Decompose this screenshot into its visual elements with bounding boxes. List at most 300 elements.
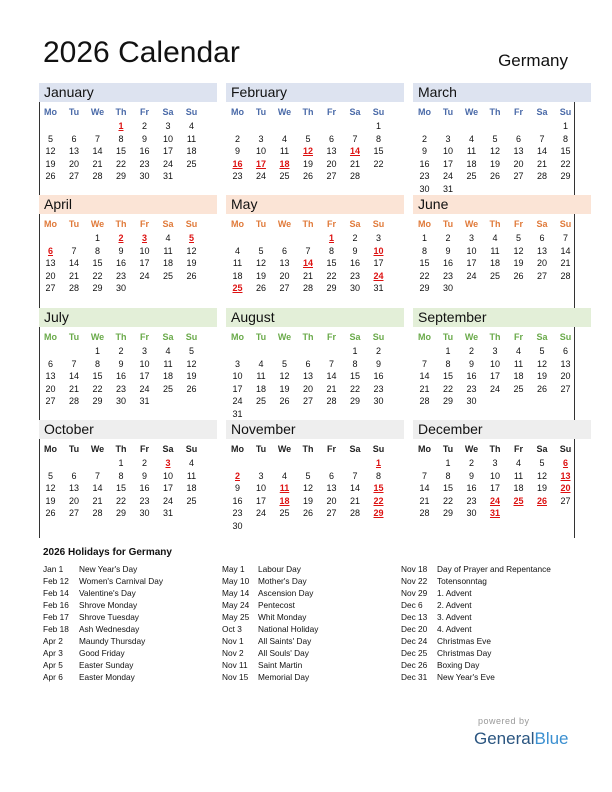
weekday-label: Su xyxy=(559,444,572,454)
weekday-label: Th xyxy=(115,107,127,117)
month-name: August xyxy=(231,309,275,325)
day-cell: 27 xyxy=(536,270,547,281)
brand-logo-part: General xyxy=(474,729,535,748)
month-january xyxy=(39,83,217,195)
day-cell: 10 xyxy=(489,358,500,369)
holiday-name: Totensonntag xyxy=(437,576,487,586)
day-cell: 31 xyxy=(442,183,453,194)
holiday-name: Easter Sunday xyxy=(79,660,134,670)
day-cell: 22 xyxy=(442,383,453,394)
weekday-label: Su xyxy=(185,332,198,342)
day-cell: 16 xyxy=(373,371,384,381)
holiday-name: Easter Monday xyxy=(79,672,135,682)
day-cell: 2 xyxy=(118,346,124,356)
weekday-label: Su xyxy=(372,444,385,454)
brand-logo-part: Blue xyxy=(534,729,569,748)
day-cell: 1 xyxy=(562,121,568,131)
weekday-label: We xyxy=(90,219,105,229)
day-cell: 3 xyxy=(468,233,474,243)
day-cell: 9 xyxy=(234,146,240,156)
day-cell: 23 xyxy=(466,495,477,506)
day-cell: 31 xyxy=(162,171,173,181)
day-cell: 31 xyxy=(232,408,243,419)
weekday-label: Fr xyxy=(140,107,149,117)
day-cell: 7 xyxy=(421,358,427,369)
day-cell: 15 xyxy=(115,146,126,156)
weekday-label: Mo xyxy=(418,332,431,342)
day-cell: 20 xyxy=(68,495,79,506)
day-cell: 20 xyxy=(560,371,571,381)
day-cell: 19 xyxy=(513,258,524,268)
day-cell: 4 xyxy=(492,233,498,243)
holiday-name: Memorial Day xyxy=(258,672,310,682)
weekday-label: Sa xyxy=(162,219,174,229)
weekday-label: We xyxy=(464,444,479,454)
day-cell: 19 xyxy=(302,158,313,169)
day-cell: 31 xyxy=(373,283,384,293)
weekday-label: Sa xyxy=(536,107,548,117)
holiday-name: Shrove Tuesday xyxy=(79,612,139,622)
day-cell: 6 xyxy=(515,133,521,144)
day-cell: 21 xyxy=(92,158,103,169)
weekday-label: Mo xyxy=(44,332,57,342)
day-cell: 30 xyxy=(466,508,477,518)
day-cell: 1 xyxy=(94,346,100,356)
day-cell: 21 xyxy=(536,158,547,169)
holiday-name: Women's Carnival Day xyxy=(79,576,163,586)
day-cell: 6 xyxy=(305,358,311,369)
day-cell: 29 xyxy=(419,283,430,293)
day-cell: 28 xyxy=(92,171,103,181)
holiday-name: New Year's Eve xyxy=(437,672,495,682)
day-cell: 12 xyxy=(536,358,547,369)
day-cell: 12 xyxy=(513,245,524,256)
day-cell: 20 xyxy=(536,258,547,268)
day-cell: 21 xyxy=(419,495,430,506)
day-cell: 4 xyxy=(165,346,171,356)
day-cell: 18 xyxy=(232,270,243,281)
holiday-name: All Saints' Day xyxy=(258,636,312,646)
day-cell: 24 xyxy=(139,270,150,281)
day-cell: 23 xyxy=(139,158,150,169)
holiday-name: Christmas Eve xyxy=(437,636,491,646)
holiday-date: Jan 1 xyxy=(43,564,64,574)
day-cell: 2 xyxy=(468,458,474,468)
holiday-date: Dec 13 xyxy=(401,612,428,622)
holiday-day-cell: 12 xyxy=(302,146,313,156)
day-cell: 2 xyxy=(141,121,147,131)
day-cell: 15 xyxy=(419,258,430,268)
day-cell: 6 xyxy=(281,245,287,256)
day-cell: 23 xyxy=(442,270,453,281)
day-cell: 12 xyxy=(45,146,56,156)
day-cell: 14 xyxy=(326,371,337,381)
country-label: Germany xyxy=(498,51,568,70)
month-header xyxy=(413,308,591,327)
weekday-label: Su xyxy=(185,444,198,454)
day-cell: 21 xyxy=(68,270,79,281)
day-cell: 28 xyxy=(349,171,360,181)
day-cell: 25 xyxy=(466,171,477,181)
day-cell: 9 xyxy=(421,146,427,156)
day-cell: 17 xyxy=(162,483,173,493)
day-cell: 31 xyxy=(162,508,173,518)
day-cell: 28 xyxy=(536,171,547,181)
holiday-day-cell: 18 xyxy=(279,158,290,169)
holiday-date: May 10 xyxy=(222,576,250,586)
day-cell: 27 xyxy=(68,508,79,518)
day-cell: 20 xyxy=(45,270,56,281)
day-cell: 12 xyxy=(255,258,266,268)
day-cell: 6 xyxy=(328,470,334,481)
day-cell: 30 xyxy=(115,396,126,406)
holiday-date: Dec 20 xyxy=(401,624,428,634)
month-name: September xyxy=(418,309,487,325)
day-cell: 6 xyxy=(539,233,545,243)
holiday-name: Maundy Thursday xyxy=(79,636,146,646)
day-cell: 13 xyxy=(68,146,79,156)
day-cell: 12 xyxy=(279,371,290,381)
day-cell: 17 xyxy=(466,258,477,268)
day-cell: 28 xyxy=(419,396,430,406)
day-cell: 26 xyxy=(279,396,290,406)
day-cell: 23 xyxy=(139,495,150,506)
day-cell: 11 xyxy=(256,371,266,381)
month-may xyxy=(226,195,404,307)
day-cell: 11 xyxy=(513,470,524,481)
day-cell: 3 xyxy=(234,358,240,369)
day-cell: 8 xyxy=(328,245,334,256)
day-cell: 14 xyxy=(92,146,103,156)
weekday-label: Th xyxy=(115,444,127,454)
holiday-name: Ascension Day xyxy=(258,588,314,598)
day-cell: 15 xyxy=(92,258,103,268)
day-cell: 31 xyxy=(139,396,150,406)
holiday-name: All Souls' Day xyxy=(258,648,309,658)
day-cell: 22 xyxy=(373,158,384,169)
holiday-name: 2. Advent xyxy=(437,600,472,610)
day-cell: 25 xyxy=(255,396,266,406)
day-cell: 24 xyxy=(162,495,173,506)
weekday-label: We xyxy=(90,444,105,454)
day-cell: 7 xyxy=(562,233,568,243)
weekday-label: Mo xyxy=(44,219,57,229)
day-cell: 13 xyxy=(513,146,524,156)
day-cell: 5 xyxy=(305,133,311,144)
weekday-label: Mo xyxy=(418,107,431,117)
weekday-label: Fr xyxy=(140,219,149,229)
day-cell: 13 xyxy=(279,258,290,268)
day-cell: 29 xyxy=(560,171,571,181)
day-cell: 29 xyxy=(115,508,126,518)
day-cell: 30 xyxy=(466,396,477,406)
day-cell: 29 xyxy=(442,396,453,406)
holiday-day-cell: 20 xyxy=(560,483,571,493)
day-cell: 21 xyxy=(326,383,337,394)
day-cell: 26 xyxy=(489,171,500,181)
day-cell: 23 xyxy=(466,383,477,394)
holiday-date: Nov 2 xyxy=(222,648,244,658)
day-cell: 28 xyxy=(68,396,79,406)
day-cell: 7 xyxy=(352,470,358,481)
day-cell: 16 xyxy=(115,371,126,381)
day-cell: 9 xyxy=(118,358,124,369)
month-name: December xyxy=(418,421,483,437)
holiday-day-cell: 25 xyxy=(513,495,524,506)
day-cell: 1 xyxy=(445,346,451,356)
day-cell: 27 xyxy=(45,283,56,293)
day-cell: 6 xyxy=(71,470,77,481)
day-cell: 22 xyxy=(326,270,337,281)
day-cell: 8 xyxy=(562,133,568,144)
day-cell: 5 xyxy=(492,133,498,144)
weekday-label: Sa xyxy=(162,107,174,117)
day-cell: 5 xyxy=(188,346,194,356)
holiday-day-cell: 14 xyxy=(302,258,313,268)
day-cell: 13 xyxy=(45,258,56,268)
day-cell: 16 xyxy=(466,483,477,493)
holiday-date: Apr 3 xyxy=(43,648,63,658)
weekday-label: Mo xyxy=(231,107,244,117)
day-cell: 11 xyxy=(466,146,477,156)
day-cell: 7 xyxy=(71,358,77,369)
day-cell: 7 xyxy=(94,470,100,481)
day-cell: 4 xyxy=(234,245,240,256)
holiday-day-cell: 1 xyxy=(375,458,381,468)
day-cell: 11 xyxy=(279,146,290,156)
holiday-day-cell: 13 xyxy=(560,470,571,481)
day-cell: 2 xyxy=(234,133,240,144)
day-cell: 19 xyxy=(536,483,547,493)
holiday-day-cell: 31 xyxy=(489,508,500,518)
day-cell: 27 xyxy=(560,495,571,506)
day-cell: 8 xyxy=(421,245,427,256)
day-cell: 13 xyxy=(326,146,337,156)
day-cell: 26 xyxy=(186,383,197,394)
day-cell: 19 xyxy=(186,258,197,268)
brand-logo[interactable] xyxy=(474,729,569,749)
day-cell: 3 xyxy=(165,121,171,131)
day-cell: 3 xyxy=(141,346,147,356)
month-name: May xyxy=(231,196,258,212)
day-cell: 9 xyxy=(468,358,474,369)
month-header xyxy=(413,83,591,102)
day-cell: 19 xyxy=(279,383,290,394)
day-cell: 29 xyxy=(92,396,103,406)
day-cell: 9 xyxy=(468,470,474,481)
holiday-day-cell: 24 xyxy=(489,495,500,506)
day-cell: 7 xyxy=(352,133,358,144)
weekday-label: We xyxy=(277,219,292,229)
day-cell: 10 xyxy=(466,245,477,256)
holiday-day-cell: 3 xyxy=(165,458,171,468)
day-cell: 27 xyxy=(560,383,571,394)
day-cell: 11 xyxy=(513,358,524,369)
weekday-label: Fr xyxy=(140,332,149,342)
day-cell: 10 xyxy=(139,358,150,369)
day-cell: 29 xyxy=(115,171,126,181)
day-cell: 11 xyxy=(186,133,197,144)
day-cell: 16 xyxy=(419,158,430,169)
weekday-label: Su xyxy=(559,219,572,229)
month-name: July xyxy=(44,309,69,325)
day-cell: 2 xyxy=(352,233,358,243)
day-cell: 7 xyxy=(421,470,427,481)
weekday-label: Th xyxy=(302,332,314,342)
weekday-label: Th xyxy=(115,219,127,229)
weekday-label: Su xyxy=(372,219,385,229)
day-cell: 21 xyxy=(560,258,571,268)
day-cell: 26 xyxy=(302,508,313,518)
holiday-day-cell: 14 xyxy=(349,146,360,156)
holiday-name: Christmas Day xyxy=(437,648,492,658)
day-cell: 25 xyxy=(162,270,173,281)
holiday-name: Valentine's Day xyxy=(79,588,136,598)
weekday-label: Fr xyxy=(514,219,523,229)
weekday-label: We xyxy=(464,107,479,117)
day-cell: 1 xyxy=(445,458,451,468)
weekday-label: Fr xyxy=(327,107,336,117)
day-cell: 27 xyxy=(279,283,290,293)
day-cell: 4 xyxy=(281,470,287,481)
day-cell: 15 xyxy=(326,258,337,268)
weekday-label: Mo xyxy=(231,332,244,342)
day-cell: 8 xyxy=(118,470,124,481)
day-cell: 25 xyxy=(279,171,290,181)
day-cell: 8 xyxy=(118,133,124,144)
weekday-label: We xyxy=(90,107,105,117)
holiday-day-cell: 26 xyxy=(536,495,547,506)
weekday-label: Tu xyxy=(442,332,454,342)
day-cell: 29 xyxy=(326,283,337,293)
day-cell: 18 xyxy=(255,383,266,394)
day-cell: 13 xyxy=(536,245,547,256)
weekday-label: Th xyxy=(489,444,501,454)
day-cell: 26 xyxy=(513,270,524,281)
weekday-label: Tu xyxy=(442,219,454,229)
day-cell: 9 xyxy=(352,245,358,256)
month-october xyxy=(39,420,217,532)
day-cell: 23 xyxy=(349,270,360,281)
day-cell: 14 xyxy=(68,258,79,268)
day-cell: 25 xyxy=(513,383,524,394)
holiday-name: 3. Advent xyxy=(437,612,472,622)
holiday-day-cell: 18 xyxy=(279,495,290,506)
day-cell: 6 xyxy=(71,133,77,144)
month-header xyxy=(226,420,404,439)
day-cell: 21 xyxy=(349,495,360,506)
month-header xyxy=(39,195,217,214)
day-cell: 20 xyxy=(302,383,313,394)
day-cell: 14 xyxy=(560,245,571,256)
day-cell: 17 xyxy=(162,146,173,156)
holiday-date: Feb 12 xyxy=(43,576,69,586)
day-cell: 24 xyxy=(255,508,266,518)
holiday-day-cell: 15 xyxy=(373,483,384,493)
day-cell: 24 xyxy=(139,383,150,394)
weekday-label: Mo xyxy=(44,444,57,454)
day-cell: 14 xyxy=(92,483,103,493)
day-cell: 4 xyxy=(258,358,264,369)
day-cell: 24 xyxy=(255,171,266,181)
day-cell: 24 xyxy=(489,383,500,394)
day-cell: 28 xyxy=(560,270,571,281)
day-cell: 10 xyxy=(255,146,266,156)
weekday-label: Tu xyxy=(442,444,454,454)
holiday-date: Dec 26 xyxy=(401,660,428,670)
weekday-label: Th xyxy=(489,107,501,117)
month-name: October xyxy=(44,421,94,437)
weekday-label: Sa xyxy=(349,332,361,342)
day-cell: 17 xyxy=(139,258,150,268)
holiday-date: Apr 6 xyxy=(43,672,63,682)
weekday-label: Th xyxy=(302,444,314,454)
month-header xyxy=(413,420,591,439)
holiday-date: Dec 25 xyxy=(401,648,428,658)
day-cell: 17 xyxy=(139,371,150,381)
day-cell: 5 xyxy=(47,470,53,481)
day-cell: 9 xyxy=(234,483,240,493)
day-cell: 14 xyxy=(419,371,430,381)
weekday-label: Sa xyxy=(162,332,174,342)
weekday-label: Su xyxy=(559,107,572,117)
weekday-label: Fr xyxy=(327,444,336,454)
day-cell: 26 xyxy=(186,270,197,281)
day-cell: 20 xyxy=(326,158,337,169)
day-cell: 30 xyxy=(139,171,150,181)
day-cell: 8 xyxy=(445,470,451,481)
weekday-label: Mo xyxy=(418,444,431,454)
day-cell: 15 xyxy=(373,146,384,156)
weekday-label: Th xyxy=(489,219,501,229)
weekday-label: Sa xyxy=(536,219,548,229)
day-cell: 5 xyxy=(258,245,264,256)
weekday-label: Tu xyxy=(255,332,267,342)
weekday-label: Fr xyxy=(327,219,336,229)
holiday-date: Feb 17 xyxy=(43,612,69,622)
holiday-date: Dec 31 xyxy=(401,672,428,682)
page-title: 2026 Calendar xyxy=(43,36,240,69)
weekday-label: Su xyxy=(185,107,198,117)
day-cell: 3 xyxy=(492,346,498,356)
day-cell: 4 xyxy=(515,458,521,468)
weekday-label: Tu xyxy=(68,219,80,229)
day-cell: 18 xyxy=(489,258,500,268)
day-cell: 28 xyxy=(92,508,103,518)
day-cell: 9 xyxy=(141,470,147,481)
month-name: April xyxy=(44,196,73,212)
day-cell: 20 xyxy=(45,383,56,394)
holiday-day-cell: 25 xyxy=(232,283,243,293)
day-cell: 23 xyxy=(373,383,384,394)
day-cell: 16 xyxy=(442,258,453,268)
day-cell: 24 xyxy=(232,396,243,406)
day-cell: 21 xyxy=(92,495,103,506)
holidays-title: 2026 Holidays for Germany xyxy=(43,547,172,558)
weekday-label: Mo xyxy=(418,219,431,229)
day-cell: 1 xyxy=(375,121,381,131)
day-cell: 22 xyxy=(419,270,430,281)
holiday-day-cell: 29 xyxy=(373,508,384,518)
day-cell: 17 xyxy=(489,483,500,493)
day-cell: 30 xyxy=(349,283,360,293)
day-cell: 23 xyxy=(232,171,243,181)
day-cell: 16 xyxy=(466,371,477,381)
day-cell: 3 xyxy=(445,133,451,144)
day-cell: 24 xyxy=(162,158,173,169)
day-cell: 3 xyxy=(258,470,264,481)
day-cell: 25 xyxy=(279,508,290,518)
